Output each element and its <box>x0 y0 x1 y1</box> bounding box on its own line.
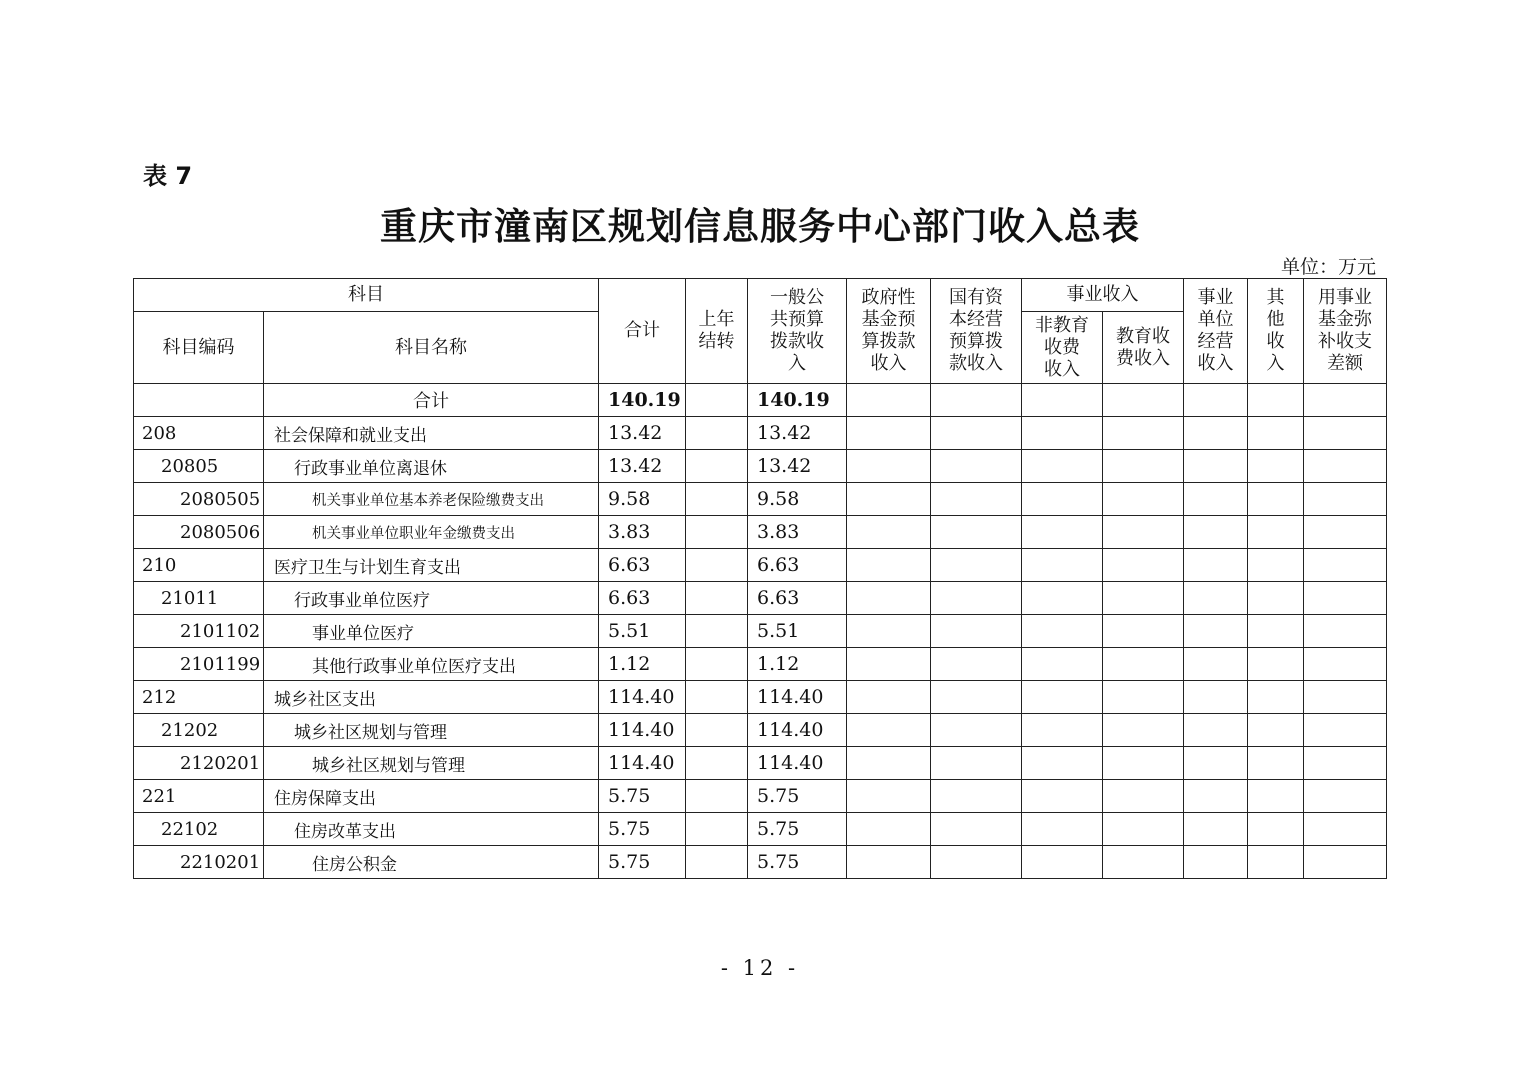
total-amount: 140.19 <box>599 384 686 417</box>
subject-name: 机关事业单位职业年金缴费支出 <box>264 516 599 549</box>
header-business-income: 事业收入 <box>1022 279 1184 312</box>
amount-total: 13.42 <box>599 417 686 450</box>
header-general-budget: 一般公 共预算 拨款收 入 <box>748 279 847 384</box>
table-row <box>134 516 1387 549</box>
subject-name: 机关事业单位基本养老保险缴费支出 <box>264 483 599 516</box>
amount-general-budget: 1.12 <box>748 648 847 681</box>
amount-general-budget: 6.63 <box>748 582 847 615</box>
amount-total: 5.75 <box>599 813 686 846</box>
amount-total: 5.51 <box>599 615 686 648</box>
header-subject-code: 科目编码 <box>134 312 264 384</box>
amount-general-budget: 13.42 <box>748 450 847 483</box>
table-row <box>134 582 1387 615</box>
total-general-budget: 140.19 <box>748 384 847 417</box>
header-carry-over: 上年 结转 <box>686 279 748 384</box>
subject-code: 2101102 <box>134 615 264 648</box>
table-row <box>134 681 1387 714</box>
amount-general-budget: 6.63 <box>748 549 847 582</box>
subject-code: 22102 <box>134 813 264 846</box>
amount-general-budget: 114.40 <box>748 681 847 714</box>
header-other-income: 其 他 收 入 <box>1248 279 1304 384</box>
document-title: 重庆市潼南区规划信息服务中心部门收入总表 <box>380 204 1140 248</box>
subject-code: 21011 <box>134 582 264 615</box>
subject-code: 21202 <box>134 714 264 747</box>
subject-name: 住房公积金 <box>264 846 599 879</box>
page-number: - 12 - <box>720 956 800 980</box>
subject-name: 行政事业单位医疗 <box>264 582 599 615</box>
table-row <box>134 813 1387 846</box>
subject-name: 医疗卫生与计划生育支出 <box>264 549 599 582</box>
header-state-capital: 国有资 本经营 预算拨 款收入 <box>931 279 1022 384</box>
subject-code: 2080506 <box>134 516 264 549</box>
subject-name: 城乡社区规划与管理 <box>264 714 599 747</box>
subject-name: 住房保障支出 <box>264 780 599 813</box>
table-label: 表 7 <box>143 162 193 190</box>
amount-general-budget: 114.40 <box>748 747 847 780</box>
amount-total: 1.12 <box>599 648 686 681</box>
subject-code: 208 <box>134 417 264 450</box>
amount-general-budget: 13.42 <box>748 417 847 450</box>
subject-code: 20805 <box>134 450 264 483</box>
table-row <box>134 549 1387 582</box>
header-subject: 科目 <box>134 279 599 312</box>
header-unit-operation: 事业 单位 经营 收入 <box>1184 279 1248 384</box>
total-label: 合计 <box>264 384 599 417</box>
table-row <box>134 714 1387 747</box>
header-fund-balance: 用事业 基金弥 补收支 差额 <box>1304 279 1387 384</box>
subject-name: 城乡社区支出 <box>264 681 599 714</box>
subject-name: 社会保障和就业支出 <box>264 417 599 450</box>
header-total: 合计 <box>599 279 686 384</box>
table-row-total <box>134 384 1387 417</box>
header-education-fee: 教育收 费收入 <box>1103 312 1184 384</box>
subject-code: 2210201 <box>134 846 264 879</box>
amount-total: 13.42 <box>599 450 686 483</box>
table-row <box>134 483 1387 516</box>
table-row <box>134 615 1387 648</box>
subject-name: 其他行政事业单位医疗支出 <box>264 648 599 681</box>
subject-code: 212 <box>134 681 264 714</box>
amount-general-budget: 5.75 <box>748 780 847 813</box>
header-subject-name: 科目名称 <box>264 312 599 384</box>
subject-code: 221 <box>134 780 264 813</box>
amount-total: 3.83 <box>599 516 686 549</box>
header-non-education-fee: 非教育 收费 收入 <box>1022 312 1103 384</box>
amount-general-budget: 5.75 <box>748 813 847 846</box>
subject-name: 住房改革支出 <box>264 813 599 846</box>
table-row <box>134 648 1387 681</box>
subject-code: 210 <box>134 549 264 582</box>
unit-label: 单位：万元 <box>1280 256 1376 278</box>
amount-total: 6.63 <box>599 549 686 582</box>
amount-general-budget: 5.75 <box>748 846 847 879</box>
table-row <box>134 417 1387 450</box>
table-row <box>134 450 1387 483</box>
amount-general-budget: 9.58 <box>748 483 847 516</box>
table-row <box>134 747 1387 780</box>
table-row <box>134 846 1387 879</box>
subject-name: 事业单位医疗 <box>264 615 599 648</box>
amount-general-budget: 3.83 <box>748 516 847 549</box>
subject-name: 城乡社区规划与管理 <box>264 747 599 780</box>
amount-general-budget: 114.40 <box>748 714 847 747</box>
income-summary-table <box>133 278 1387 879</box>
subject-code: 2101199 <box>134 648 264 681</box>
amount-general-budget: 5.51 <box>748 615 847 648</box>
amount-total: 6.63 <box>599 582 686 615</box>
amount-total: 9.58 <box>599 483 686 516</box>
amount-total: 114.40 <box>599 681 686 714</box>
amount-total: 5.75 <box>599 846 686 879</box>
table-row <box>134 780 1387 813</box>
amount-total: 5.75 <box>599 780 686 813</box>
amount-total: 114.40 <box>599 714 686 747</box>
subject-code: 2120201 <box>134 747 264 780</box>
header-gov-fund: 政府性 基金预 算拨款 收入 <box>847 279 931 384</box>
amount-total: 114.40 <box>599 747 686 780</box>
subject-name: 行政事业单位离退休 <box>264 450 599 483</box>
subject-code: 2080505 <box>134 483 264 516</box>
